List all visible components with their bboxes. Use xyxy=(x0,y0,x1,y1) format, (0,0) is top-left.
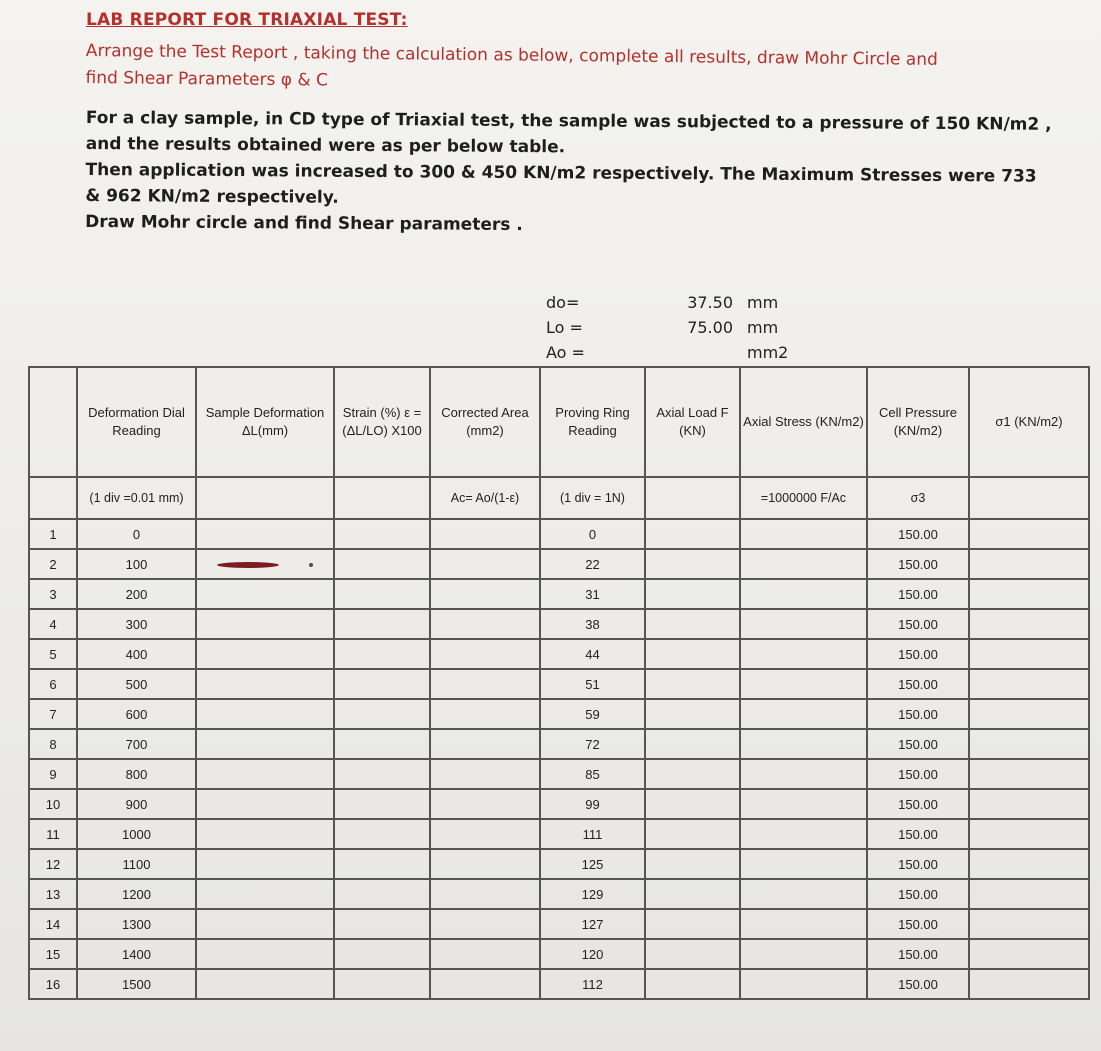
strain-cell xyxy=(334,519,430,549)
dial-reading-cell: 500 xyxy=(77,669,196,699)
corrected-area-cell xyxy=(430,879,540,909)
axial-stress-cell xyxy=(740,729,867,759)
table-row xyxy=(29,759,1089,789)
sigma1-cell xyxy=(969,759,1089,789)
table-row xyxy=(29,519,1089,549)
table-row xyxy=(29,669,1089,699)
sigma1-cell xyxy=(969,699,1089,729)
header-deformation: Deformation Dial Reading xyxy=(77,367,196,477)
cell-pressure-cell: 150.00 xyxy=(867,759,969,789)
axial-load-cell xyxy=(645,879,740,909)
param-row-do xyxy=(540,290,807,315)
proving-ring-cell: 72 xyxy=(540,729,645,759)
table-header-row xyxy=(29,367,1089,477)
header-corrected-area: Corrected Area (mm2) xyxy=(430,367,540,477)
dial-reading-cell: 600 xyxy=(77,699,196,729)
table-row xyxy=(29,789,1089,819)
axial-stress-cell xyxy=(740,849,867,879)
param-label: do= xyxy=(546,293,580,312)
strain-cell xyxy=(334,819,430,849)
row-index-cell: 15 xyxy=(29,939,77,969)
corrected-area-cell xyxy=(430,939,540,969)
cell-pressure-cell: 150.00 xyxy=(867,969,969,999)
instruction-line: find Shear Parameters φ & C xyxy=(85,67,329,91)
strain-cell xyxy=(334,609,430,639)
cell-pressure-cell: 150.00 xyxy=(867,879,969,909)
problem-line: and the results obtained were as per below table. xyxy=(85,133,566,158)
subheader-sample-deformation xyxy=(196,477,334,519)
header-proving-ring: Proving Ring Reading xyxy=(540,367,645,477)
subheader-corrected-area: Ac= Ao/(1-ε) xyxy=(430,477,540,519)
proving-ring-cell: 111 xyxy=(540,819,645,849)
table-row xyxy=(29,969,1089,999)
row-index-cell: 8 xyxy=(29,729,77,759)
table-body xyxy=(29,519,1089,999)
subheader-cell-pressure: σ3 xyxy=(867,477,969,519)
param-row-lo xyxy=(540,315,807,340)
sigma1-cell xyxy=(969,669,1089,699)
proving-ring-cell: 22 xyxy=(540,549,645,579)
strain-cell xyxy=(334,699,430,729)
subheader-sigma1 xyxy=(969,477,1089,519)
corrected-area-cell xyxy=(430,909,540,939)
cell-pressure-cell: 150.00 xyxy=(867,639,969,669)
sample-deformation-cell xyxy=(196,909,334,939)
strain-cell xyxy=(334,969,430,999)
corrected-area-cell xyxy=(430,699,540,729)
sample-deformation-cell xyxy=(196,699,334,729)
cell-pressure-cell: 150.00 xyxy=(867,579,969,609)
proving-ring-cell: 120 xyxy=(540,939,645,969)
axial-load-cell xyxy=(645,549,740,579)
cell-pressure-cell: 150.00 xyxy=(867,519,969,549)
sample-deformation-cell xyxy=(196,609,334,639)
table-row xyxy=(29,909,1089,939)
param-unit: mm2 xyxy=(747,343,789,362)
sample-deformation-cell xyxy=(196,849,334,879)
instruction-line: Arrange the Test Report , taking the calculation as below, complete all results, draw Mohr Circle and xyxy=(85,40,938,70)
sample-deformation-cell xyxy=(196,939,334,969)
dial-reading-cell: 1000 xyxy=(77,819,196,849)
sigma1-cell xyxy=(969,849,1089,879)
sample-deformation-cell xyxy=(196,729,334,759)
strain-cell xyxy=(334,579,430,609)
axial-stress-cell xyxy=(740,759,867,789)
axial-stress-cell xyxy=(740,699,867,729)
axial-stress-cell xyxy=(740,969,867,999)
header-axial-stress: Axial Stress (KN/m2) xyxy=(740,367,867,477)
param-label: Lo = xyxy=(546,318,583,337)
sample-deformation-cell xyxy=(196,579,334,609)
strain-cell xyxy=(334,669,430,699)
sample-deformation-cell xyxy=(196,789,334,819)
dial-reading-cell: 900 xyxy=(77,789,196,819)
axial-stress-cell xyxy=(740,879,867,909)
proving-ring-cell: 125 xyxy=(540,849,645,879)
dial-reading-cell: 1200 xyxy=(77,879,196,909)
cell-pressure-cell: 150.00 xyxy=(867,699,969,729)
strain-cell xyxy=(334,879,430,909)
row-index-cell: 11 xyxy=(29,819,77,849)
row-index-cell: 10 xyxy=(29,789,77,819)
row-index-cell: 5 xyxy=(29,639,77,669)
dial-reading-cell: 1500 xyxy=(77,969,196,999)
corrected-area-cell xyxy=(430,849,540,879)
param-unit: mm xyxy=(747,318,779,337)
axial-load-cell xyxy=(645,909,740,939)
axial-load-cell xyxy=(645,639,740,669)
proving-ring-cell: 38 xyxy=(540,609,645,639)
axial-load-cell xyxy=(645,729,740,759)
dial-reading-cell: 800 xyxy=(77,759,196,789)
corrected-area-cell xyxy=(430,759,540,789)
row-index-cell: 16 xyxy=(29,969,77,999)
sigma1-cell xyxy=(969,909,1089,939)
proving-ring-cell: 85 xyxy=(540,759,645,789)
sample-deformation-cell xyxy=(196,819,334,849)
row-index-cell: 2 xyxy=(29,549,77,579)
axial-load-cell xyxy=(645,939,740,969)
problem-line: Draw Mohr circle and find Shear parameters . xyxy=(85,211,523,236)
cell-pressure-cell: 150.00 xyxy=(867,789,969,819)
subheader-axial-load xyxy=(645,477,740,519)
dial-reading-cell: 1300 xyxy=(77,909,196,939)
dial-reading-cell: 0 xyxy=(77,519,196,549)
proving-ring-cell: 31 xyxy=(540,579,645,609)
table-row xyxy=(29,699,1089,729)
corrected-area-cell xyxy=(430,819,540,849)
corrected-area-cell xyxy=(430,729,540,759)
axial-load-cell xyxy=(645,849,740,879)
cell-pressure-cell: 150.00 xyxy=(867,669,969,699)
axial-stress-cell xyxy=(740,819,867,849)
table-row xyxy=(29,729,1089,759)
dial-reading-cell: 100 xyxy=(77,549,196,579)
sample-deformation-cell xyxy=(196,759,334,789)
dial-reading-cell: 1400 xyxy=(77,939,196,969)
ink-dot xyxy=(309,563,313,567)
header-cell-pressure: Cell Pressure (KN/m2) xyxy=(867,367,969,477)
param-row-ao xyxy=(540,340,807,365)
axial-stress-cell xyxy=(740,609,867,639)
sample-parameters xyxy=(540,290,807,365)
sigma1-cell xyxy=(969,879,1089,909)
corrected-area-cell xyxy=(430,639,540,669)
dial-reading-cell: 400 xyxy=(77,639,196,669)
strain-cell xyxy=(334,549,430,579)
problem-line: For a clay sample, in CD type of Triaxial test, the sample was subjected to a pressure of 150 KN/m2 , xyxy=(85,107,1052,135)
param-value: 37.50 xyxy=(687,293,733,312)
sigma1-cell xyxy=(969,969,1089,999)
dial-reading-cell: 700 xyxy=(77,729,196,759)
corrected-area-cell xyxy=(430,579,540,609)
proving-ring-cell: 51 xyxy=(540,669,645,699)
axial-load-cell xyxy=(645,759,740,789)
proving-ring-cell: 44 xyxy=(540,639,645,669)
ink-mark xyxy=(217,562,279,568)
table-row xyxy=(29,579,1089,609)
sigma1-cell xyxy=(969,639,1089,669)
report-title: LAB REPORT FOR TRIAXIAL TEST: xyxy=(86,10,408,30)
sigma1-cell xyxy=(969,519,1089,549)
param-label: Ao = xyxy=(546,343,585,362)
corrected-area-cell xyxy=(430,669,540,699)
proving-ring-cell: 99 xyxy=(540,789,645,819)
axial-load-cell xyxy=(645,609,740,639)
table-row xyxy=(29,609,1089,639)
subheader-axial-stress: =1000000 F/Ac xyxy=(740,477,867,519)
proving-ring-cell: 0 xyxy=(540,519,645,549)
row-index-cell: 4 xyxy=(29,609,77,639)
dial-reading-cell: 300 xyxy=(77,609,196,639)
cell-pressure-cell: 150.00 xyxy=(867,939,969,969)
table-row xyxy=(29,549,1089,579)
axial-load-cell xyxy=(645,579,740,609)
strain-cell xyxy=(334,939,430,969)
table-row xyxy=(29,639,1089,669)
axial-stress-cell xyxy=(740,789,867,819)
cell-pressure-cell: 150.00 xyxy=(867,609,969,639)
cell-pressure-cell: 150.00 xyxy=(867,819,969,849)
dial-reading-cell: 1100 xyxy=(77,849,196,879)
row-index-cell: 3 xyxy=(29,579,77,609)
header-sigma1: σ1 (KN/m2) xyxy=(969,367,1089,477)
row-index-cell: 6 xyxy=(29,669,77,699)
subheader-proving-ring: (1 div = 1N) xyxy=(540,477,645,519)
row-index-cell: 1 xyxy=(29,519,77,549)
axial-stress-cell xyxy=(740,939,867,969)
subheader-index xyxy=(29,477,77,519)
axial-stress-cell xyxy=(740,639,867,669)
axial-load-cell xyxy=(645,789,740,819)
sample-deformation-cell xyxy=(196,669,334,699)
sample-deformation-cell xyxy=(196,519,334,549)
sample-deformation-cell xyxy=(196,639,334,669)
sample-deformation-cell xyxy=(196,879,334,909)
strain-cell xyxy=(334,759,430,789)
row-index-cell: 13 xyxy=(29,879,77,909)
axial-load-cell xyxy=(645,519,740,549)
proving-ring-cell: 59 xyxy=(540,699,645,729)
strain-cell xyxy=(334,849,430,879)
strain-cell xyxy=(334,639,430,669)
axial-load-cell xyxy=(645,819,740,849)
subheader-deformation: (1 div =0.01 mm) xyxy=(77,477,196,519)
corrected-area-cell xyxy=(430,609,540,639)
axial-load-cell xyxy=(645,669,740,699)
sample-deformation-cell xyxy=(196,549,334,579)
sigma1-cell xyxy=(969,819,1089,849)
param-value: 75.00 xyxy=(687,318,733,337)
sigma1-cell xyxy=(969,939,1089,969)
row-index-cell: 7 xyxy=(29,699,77,729)
cell-pressure-cell: 150.00 xyxy=(867,909,969,939)
dial-reading-cell: 200 xyxy=(77,579,196,609)
table-row xyxy=(29,939,1089,969)
table-row xyxy=(29,879,1089,909)
axial-stress-cell xyxy=(740,669,867,699)
axial-stress-cell xyxy=(740,549,867,579)
row-index-cell: 12 xyxy=(29,849,77,879)
table-subheader-row xyxy=(29,477,1089,519)
instructions xyxy=(85,38,1066,102)
proving-ring-cell: 129 xyxy=(540,879,645,909)
sigma1-cell xyxy=(969,579,1089,609)
cell-pressure-cell: 150.00 xyxy=(867,849,969,879)
axial-stress-cell xyxy=(740,909,867,939)
sigma1-cell xyxy=(969,729,1089,759)
corrected-area-cell xyxy=(430,789,540,819)
strain-cell xyxy=(334,729,430,759)
header-axial-load: Axial Load F (KN) xyxy=(645,367,740,477)
sigma1-cell xyxy=(969,789,1089,819)
header-sample-deformation: Sample Deformation ΔL(mm) xyxy=(196,367,334,477)
cell-pressure-cell: 150.00 xyxy=(867,729,969,759)
sigma1-cell xyxy=(969,609,1089,639)
triaxial-results-table xyxy=(28,366,1090,1000)
sample-deformation-cell xyxy=(196,969,334,999)
problem-line: Then application was increased to 300 & 450 KN/m2 respectively. The Maximum Stresses were 733 xyxy=(85,159,1037,187)
subheader-strain xyxy=(334,477,430,519)
corrected-area-cell xyxy=(430,969,540,999)
param-value xyxy=(661,340,733,365)
strain-cell xyxy=(334,909,430,939)
cell-pressure-cell: 150.00 xyxy=(867,549,969,579)
proving-ring-cell: 112 xyxy=(540,969,645,999)
problem-statement xyxy=(85,105,1076,242)
axial-load-cell xyxy=(645,969,740,999)
table-row xyxy=(29,849,1089,879)
corrected-area-cell xyxy=(430,519,540,549)
problem-line: & 962 KN/m2 respectively. xyxy=(85,185,339,208)
header-index xyxy=(29,367,77,477)
row-index-cell: 14 xyxy=(29,909,77,939)
axial-stress-cell xyxy=(740,519,867,549)
axial-load-cell xyxy=(645,699,740,729)
corrected-area-cell xyxy=(430,549,540,579)
axial-stress-cell xyxy=(740,579,867,609)
param-unit: mm xyxy=(747,293,779,312)
proving-ring-cell: 127 xyxy=(540,909,645,939)
sigma1-cell xyxy=(969,549,1089,579)
strain-cell xyxy=(334,789,430,819)
row-index-cell: 9 xyxy=(29,759,77,789)
header-strain: Strain (%) ε = (ΔL/LO) X100 xyxy=(334,367,430,477)
table-row xyxy=(29,819,1089,849)
